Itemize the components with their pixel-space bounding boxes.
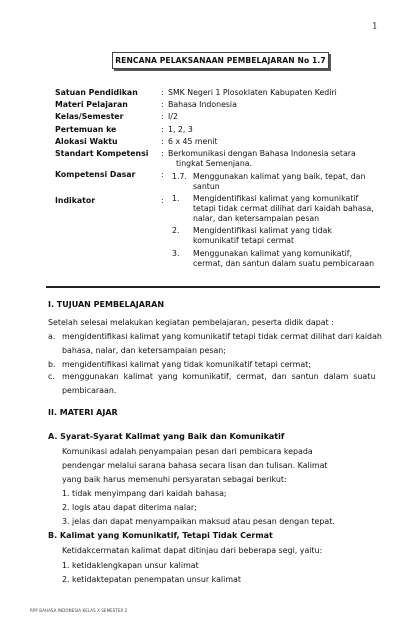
info-value-satuan: SMK Negeri 1 Plosoklaten Kabupaten Kediri bbox=[168, 88, 337, 97]
list-item: 1. ketidaklengkapan unsur kalimat bbox=[62, 561, 199, 570]
subsection-heading-a: A. Syarat-Syarat Kalimat yang Baik dan Komunikatif bbox=[48, 432, 285, 441]
section-intro: Setelah selesai melakukan kegiatan pembelajaran, peserta didik dapat : bbox=[48, 318, 334, 327]
indikator-line: komunikatif tetapi cermat bbox=[193, 236, 295, 245]
info-value-kompetensi-line1: Menggunakan kalimat yang baik, tepat, dan bbox=[193, 172, 366, 181]
list-item: 2. ketidaktepatan penempatan unsur kalimat bbox=[62, 575, 241, 584]
page-number: 1 bbox=[372, 22, 378, 32]
info-colon: : bbox=[161, 149, 164, 158]
indikator-line: nalar, dan ketersampaian pesan bbox=[193, 214, 320, 223]
info-value-kompetensi-line2: santun bbox=[193, 182, 220, 191]
info-value-alokasi: 6 x 45 menit bbox=[168, 137, 218, 146]
info-label-pertemuan: Pertemuan ke bbox=[55, 125, 117, 134]
paragraph-line: pendengar melalui sarana bahasa secara lisan dan tulisan. Kalimat bbox=[62, 461, 328, 470]
info-label-alokasi: Alokasi Waktu bbox=[55, 137, 118, 146]
info-colon: : bbox=[161, 137, 164, 146]
section-heading-materi: II. MATERI AJAR bbox=[48, 408, 118, 417]
paragraph-line: Ketidakcermatan kalimat dapat ditinjau dari beberapa segi, yaitu: bbox=[62, 546, 323, 555]
list-item-line: mengidentifikasi kalimat yang komunikatif tetapi tidak cermat dilihat dari kaidah bbox=[62, 332, 382, 341]
list-marker: a. bbox=[48, 332, 56, 341]
document-title: RENCANA PELAKSANAAN PEMBELAJARAN No 1.7 bbox=[115, 56, 326, 65]
horizontal-rule bbox=[46, 286, 380, 288]
info-colon: : bbox=[161, 100, 164, 109]
title-box bbox=[112, 52, 329, 69]
info-value-standart-line2: tingkat Semenjana. bbox=[176, 159, 253, 168]
info-value-standart-line1: Berkomunikasi dengan Bahasa Indonesia setara bbox=[168, 149, 356, 158]
list-item: 3. jelas dan dapat menyampaikan maksud atau pesan dengan tepat. bbox=[62, 517, 335, 526]
info-label-satuan: Satuan Pendidikan bbox=[55, 88, 138, 97]
indikator-line: cermat, dan santun dalam suatu pembicaraan bbox=[193, 259, 375, 268]
list-item-line: mengidentifikasi kalimat yang tidak komunikatif tetapi cermat; bbox=[62, 360, 311, 369]
info-value-kelas: I/2 bbox=[168, 112, 178, 121]
info-colon: : bbox=[161, 88, 164, 97]
indikator-line: Mengidentifikasi kalimat yang komunikatif bbox=[193, 194, 359, 203]
section-heading-tujuan: I. TUJUAN PEMBELAJARAN bbox=[48, 300, 165, 309]
info-label-standart: Standart Kompetensi bbox=[55, 149, 149, 158]
indikator-number: 1. bbox=[172, 194, 180, 203]
list-item: 2. logis atau dapat diterima nalar; bbox=[62, 503, 197, 512]
list-marker: b. bbox=[48, 360, 56, 369]
info-colon: : bbox=[161, 112, 164, 121]
info-value-materi: Bahasa Indonesia bbox=[168, 100, 237, 109]
indikator-line: tetapi tidak cermat dilihat dari kaidah bahasa, bbox=[193, 204, 374, 213]
list-item: 1. tidak menyimpang dari kaidah bahasa; bbox=[62, 489, 227, 498]
indikator-line: Mengidentifikasi kalimat yang tidak bbox=[193, 226, 332, 235]
paragraph-line: Komunikasi adalah penyampaian pesan dari pembicara kepada bbox=[62, 447, 313, 456]
info-label-kelas: Kelas/Semester bbox=[55, 112, 124, 121]
list-item-line: pembicaraan. bbox=[62, 386, 117, 395]
footer-text: RPP BAHASA INDONESIA KELAS X SEMESTER 2 bbox=[30, 608, 128, 613]
info-value-pertemuan: 1, 2, 3 bbox=[168, 125, 193, 134]
info-label-kompetensi: Kompetensi Dasar bbox=[55, 170, 136, 179]
list-marker: c. bbox=[48, 372, 55, 381]
info-label-materi: Materi Pelajaran bbox=[55, 100, 128, 109]
indikator-number: 2. bbox=[172, 226, 180, 235]
paragraph-line: yang baik harus memenuhi persyaratan sebagai berikut: bbox=[62, 475, 287, 484]
subsection-heading-b: B. Kalimat yang Komunikatif, Tetapi Tidak Cermat bbox=[48, 531, 273, 540]
indikator-line: Menggunakan kalimat yang komunikatif, bbox=[193, 249, 353, 258]
info-colon: : bbox=[161, 170, 164, 179]
info-kompetensi-num: 1.7. bbox=[172, 172, 187, 181]
info-label-indikator: Indikator bbox=[55, 196, 96, 205]
list-item-line: bahasa, nalar, dan ketersampaian pesan; bbox=[62, 346, 226, 355]
info-colon: : bbox=[161, 196, 164, 205]
info-colon: : bbox=[161, 125, 164, 134]
indikator-number: 3. bbox=[172, 249, 180, 258]
list-item-line: menggunakan kalimat yang komunikatif, cermat, dan santun dalam suatu bbox=[62, 372, 376, 381]
